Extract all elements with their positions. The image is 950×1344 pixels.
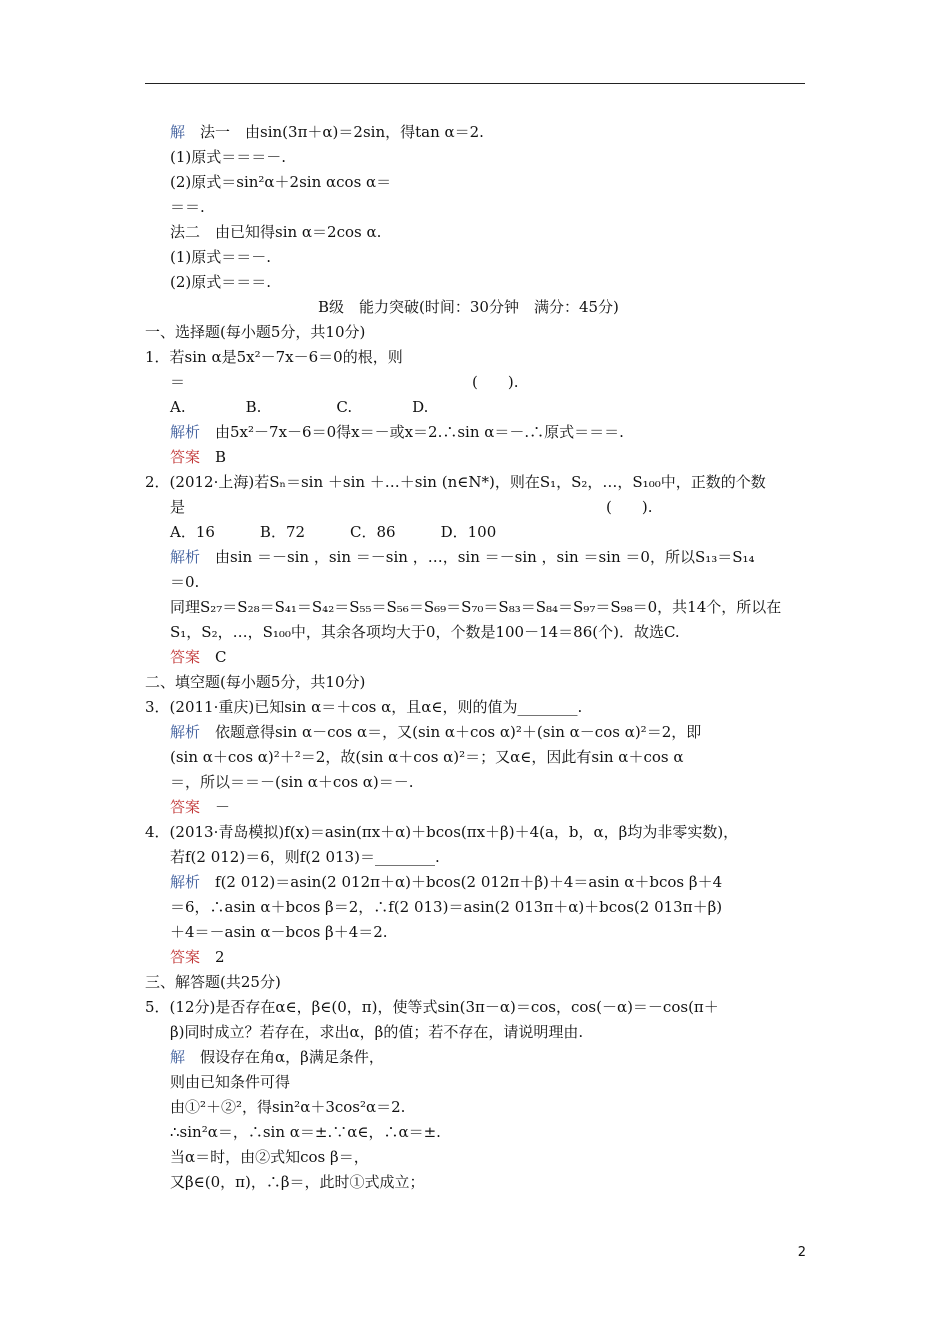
solution-label: 解析	[170, 723, 201, 741]
line-text: 同理S₂₇＝S₂₈＝S₄₁＝S₄₂＝S₅₅＝S₅₆＝S₆₉＝S₇₀＝S₈₃＝S₈₄＝S₉₇＝S₉₈＝0，共14个，所以在	[170, 598, 782, 616]
line-text: 一、选择题(每小题5分，共10分)	[145, 323, 366, 341]
text-line	[170, 597, 781, 617]
solution-label: 解析	[170, 873, 201, 891]
line-text: 4．(2013·青岛模拟)f(x)＝asin(πx＋α)＋bcos(πx＋β)＋4(a，b，α，β均为非零实数)，	[145, 823, 739, 841]
line-text: 法二 由已知得sin α＝2cos α.	[170, 223, 382, 241]
answer-label: 答案	[170, 648, 201, 666]
text-line	[170, 847, 440, 867]
text-line	[145, 997, 719, 1017]
line-text: (2)原式＝sin²α＋2sin αcos α＝	[170, 173, 392, 191]
text-line	[170, 947, 225, 967]
line-text: B	[200, 448, 227, 466]
line-text: A. B. C. D.	[170, 398, 429, 416]
text-line	[170, 1097, 405, 1117]
line-text: 若f(2 012)＝6，则f(2 013)＝________.	[170, 848, 440, 866]
text-line	[472, 372, 518, 392]
text-line	[170, 622, 680, 642]
text-line	[170, 272, 271, 292]
line-text: (sin α＋cos α)²＋²＝2，故(sin α＋cos α)²＝；又α∈，因此有sin α＋cos α	[170, 748, 684, 766]
text-line	[170, 572, 199, 592]
line-text: (1)原式＝＝＝－.	[170, 148, 287, 166]
line-text: 2	[200, 948, 225, 966]
line-text: 三、解答题(共25分)	[145, 973, 281, 991]
line-text: (1)原式＝＝－.	[170, 248, 272, 266]
text-line	[145, 822, 738, 842]
text-line	[145, 697, 582, 717]
line-text: －	[200, 798, 231, 816]
answer-label: 答案	[170, 798, 201, 816]
text-line	[606, 497, 652, 517]
line-text: 则由已知条件可得	[170, 1073, 291, 1091]
line-text: 由5x²－7x－6＝0得x＝－或x＝2.∴sin α＝－.∴原式＝＝＝.	[200, 423, 624, 441]
solution-label: 解析	[170, 423, 201, 441]
page-number: 2	[797, 1245, 806, 1260]
text-line	[170, 447, 226, 467]
text-line	[170, 1047, 384, 1067]
text-line	[170, 372, 185, 392]
line-text: A．16 B．72 C．86 D．100	[170, 523, 497, 541]
text-line	[170, 1147, 369, 1167]
text-line	[170, 397, 428, 417]
line-text: f(2 012)＝asin(2 012π＋α)＋bcos(2 012π＋β)＋4＝asin α＋bcos β＋4	[200, 873, 723, 891]
line-text: ＋4＝－asin α－bcos β＋4＝2.	[170, 923, 388, 941]
line-text: ＝0.	[170, 573, 200, 591]
header-rule	[145, 83, 805, 84]
text-line	[170, 172, 391, 192]
text-line	[170, 497, 185, 517]
text-line	[145, 472, 766, 492]
text-line	[170, 722, 701, 742]
text-line	[170, 647, 227, 667]
text-line	[145, 672, 365, 692]
line-text: ＝6，∴asin α＋bcos β＝2，∴f(2 013)＝asin(2 013π＋α)＋bcos(2 013π＋β)	[170, 898, 723, 916]
text-line	[170, 1122, 441, 1142]
line-text: S₁，S₂，…，S₁₀₀中，其余各项均大于0，个数是100－14＝86(个)．故选C.	[170, 623, 680, 641]
solution-label: 解析	[170, 548, 201, 566]
line-text: C	[200, 648, 227, 666]
text-line	[170, 1072, 290, 1092]
line-text: 假设存在角α，β满足条件，	[185, 1048, 384, 1066]
line-text: ＝，所以＝＝－(sin α＋cos α)＝－.	[170, 773, 414, 791]
answer-label: 答案	[170, 948, 201, 966]
text-line	[170, 122, 484, 142]
text-line	[170, 422, 624, 442]
line-text: 2．(2012·上海)若Sₙ＝sin ＋sin ＋…＋sin (n∈N*)，则在S₁，S₂，…，S₁₀₀中，正数的个数	[145, 473, 766, 491]
text-line	[170, 222, 381, 242]
text-line	[170, 522, 496, 542]
text-line	[170, 547, 755, 567]
text-line	[170, 1022, 583, 1042]
line-text: 法一 由sin(3π＋α)＝2sin，得tan α＝2.	[185, 123, 484, 141]
text-line	[170, 247, 271, 267]
line-text: β)同时成立？若存在，求出α，β的值；若不存在，请说明理由.	[170, 1023, 584, 1041]
line-text: 3．(2011·重庆)已知sin α＝＋cos α，且α∈，则的值为________.	[145, 698, 583, 716]
text-line	[170, 897, 722, 917]
text-line	[170, 922, 388, 942]
line-text: 依题意得sin α－cos α＝，又(sin α＋cos α)²＋(sin α－cos α)²＝2，即	[200, 723, 702, 741]
text-line	[170, 747, 683, 767]
text-line	[318, 297, 619, 317]
line-text: 是	[170, 498, 186, 516]
line-text: 由sin ＝－sin ，sin ＝－sin ，…，sin ＝－sin ，sin ＝sin ＝0，所以S₁₃＝S₁₄	[200, 548, 755, 566]
solution-label: 解	[170, 1048, 186, 1066]
answer-label: 答案	[170, 448, 201, 466]
line-text: 由①²＋②²，得sin²α＋3cos²α＝2.	[170, 1098, 406, 1116]
line-text: 又β∈(0，π)，∴β＝，此时①式成立；	[170, 1173, 425, 1191]
text-line	[145, 347, 403, 367]
text-line	[170, 197, 205, 217]
line-text: 5．(12分)是否存在α∈，β∈(0，π)，使等式sin(3π－α)＝cos，cos(－α)＝－cos(π＋	[145, 998, 719, 1016]
line-text: 当α＝时，由②式知cos β＝，	[170, 1148, 369, 1166]
text-line	[145, 322, 365, 342]
text-line	[170, 872, 722, 892]
line-text: ( ).	[606, 498, 653, 516]
text-line	[170, 797, 230, 817]
line-text: 二、填空题(每小题5分，共10分)	[145, 673, 366, 691]
line-text: B级 能力突破(时间：30分钟 满分：45分)	[318, 298, 619, 316]
line-text: ( ).	[472, 373, 519, 391]
line-text: ∴sin²α＝，∴sin α＝±.∵α∈，∴α＝±.	[170, 1123, 441, 1141]
line-text: 1．若sin α是5x²－7x－6＝0的根，则	[145, 348, 403, 366]
text-line	[170, 147, 286, 167]
text-line	[170, 772, 414, 792]
line-text: (2)原式＝＝＝.	[170, 273, 272, 291]
line-text: ＝＝.	[170, 198, 205, 216]
line-text: ＝	[170, 373, 186, 391]
text-line	[145, 972, 281, 992]
text-line	[170, 1172, 425, 1192]
solution-label: 解	[170, 123, 186, 141]
